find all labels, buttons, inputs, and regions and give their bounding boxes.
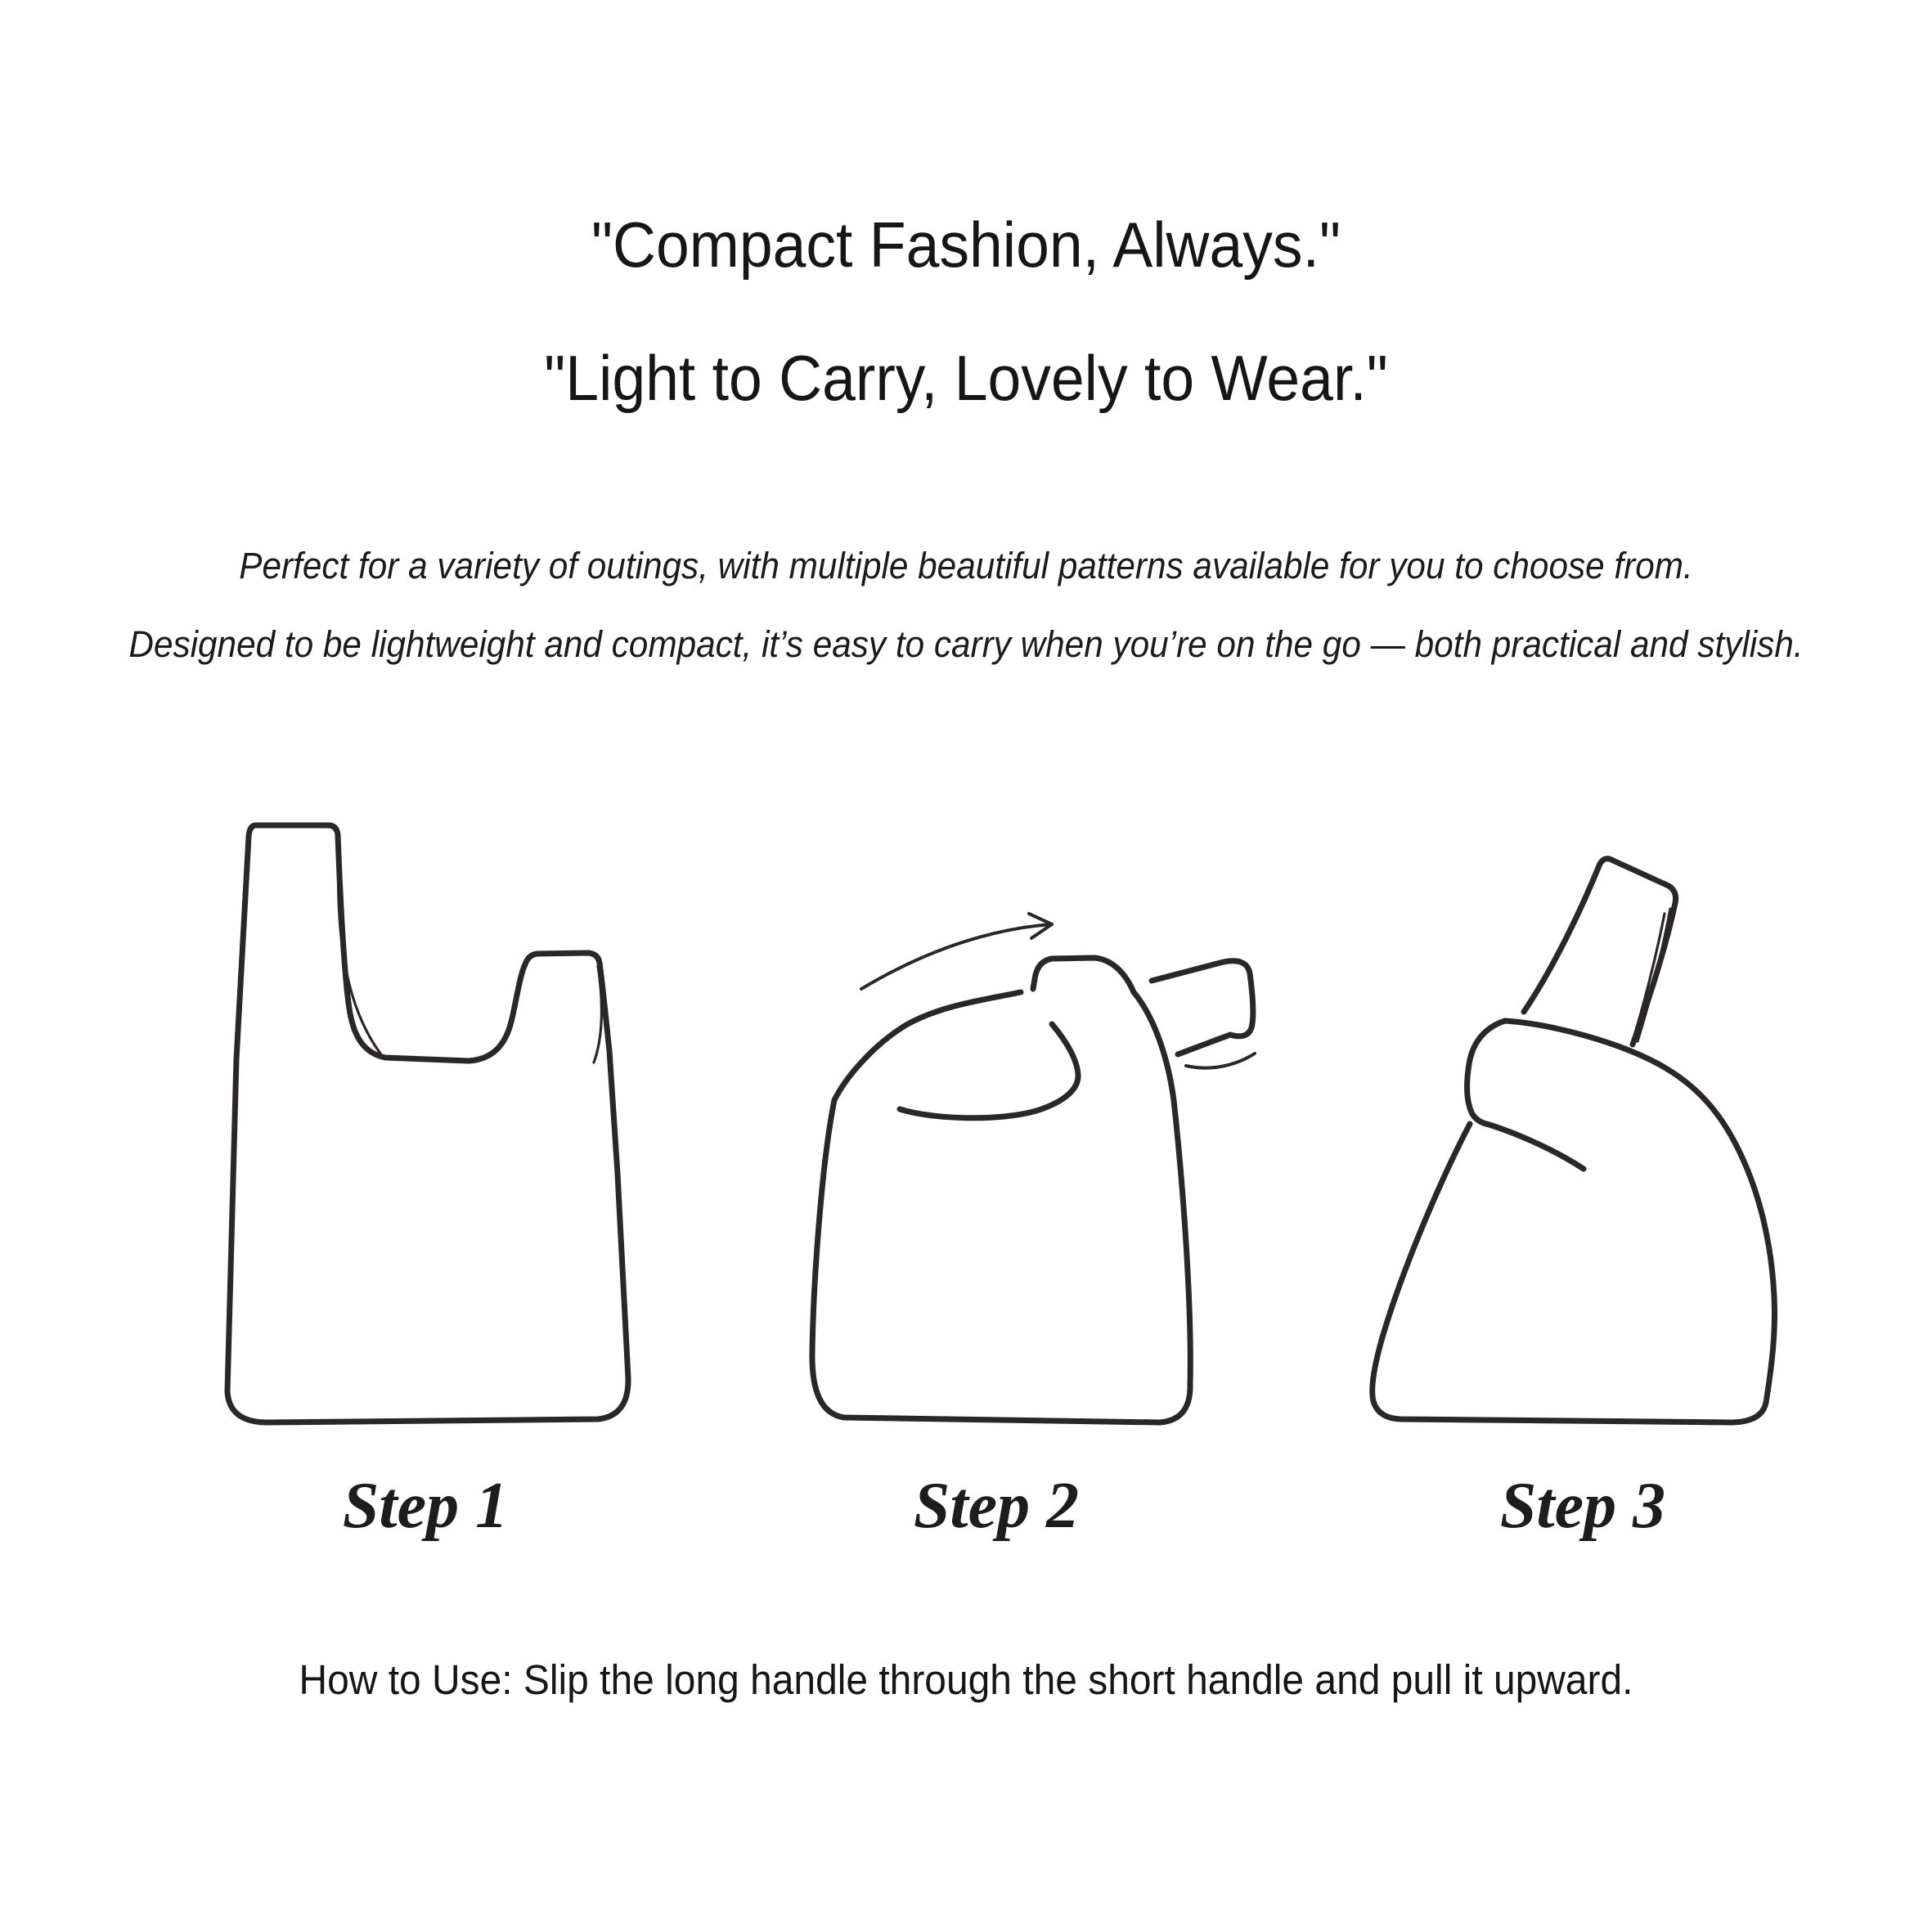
step2-body-and-folded-handle-outline (812, 958, 1190, 1422)
step1-label: Step 1 (342, 1470, 509, 1542)
step2-short-handle-under-edge-line (1186, 1054, 1255, 1068)
step2-bag-illustration (802, 896, 1292, 1436)
description-line-1: Perfect for a variety of outings, with multiple beautiful patterns available for you to choose from. (239, 545, 1693, 586)
step1-bag-outline (227, 825, 628, 1422)
step3-bag-line-art (1350, 838, 1808, 1427)
step1-bag-line-art (217, 814, 642, 1436)
step3-body-outline-with-knot-band-top (1373, 1021, 1775, 1422)
step1-bag-illustration (217, 814, 642, 1436)
step2-short-handle-outline (1152, 961, 1253, 1054)
step3-strap-edge-line-1 (1633, 914, 1665, 1041)
step3-bag-illustration (1350, 838, 1808, 1427)
headline-quote-2: "Light to Carry, Lovely to Wear." (544, 342, 1388, 414)
headline-quote-1: "Compact Fashion, Always." (591, 209, 1341, 281)
step2-handle-opening-loop-line (900, 1024, 1078, 1118)
step3-knot-band-cap-and-lower-edge (1467, 1021, 1584, 1169)
description-line-2: Designed to be lightweight and compact, it’s easy to carry when you’re on the go — both practical and stylish. (128, 623, 1804, 665)
step3-pulled-strap-outline (1524, 859, 1676, 1045)
fold-direction-arrow-icon (861, 914, 1052, 989)
how-to-use-instruction: How to Use: Slip the long handle through the short handle and pull it upward. (299, 1656, 1633, 1703)
step2-label: Step 2 (913, 1470, 1080, 1542)
step3-label: Step 3 (1499, 1470, 1666, 1542)
step2-bag-line-art (802, 896, 1292, 1436)
step1-short-handle-inner-fold-line (594, 966, 601, 1063)
